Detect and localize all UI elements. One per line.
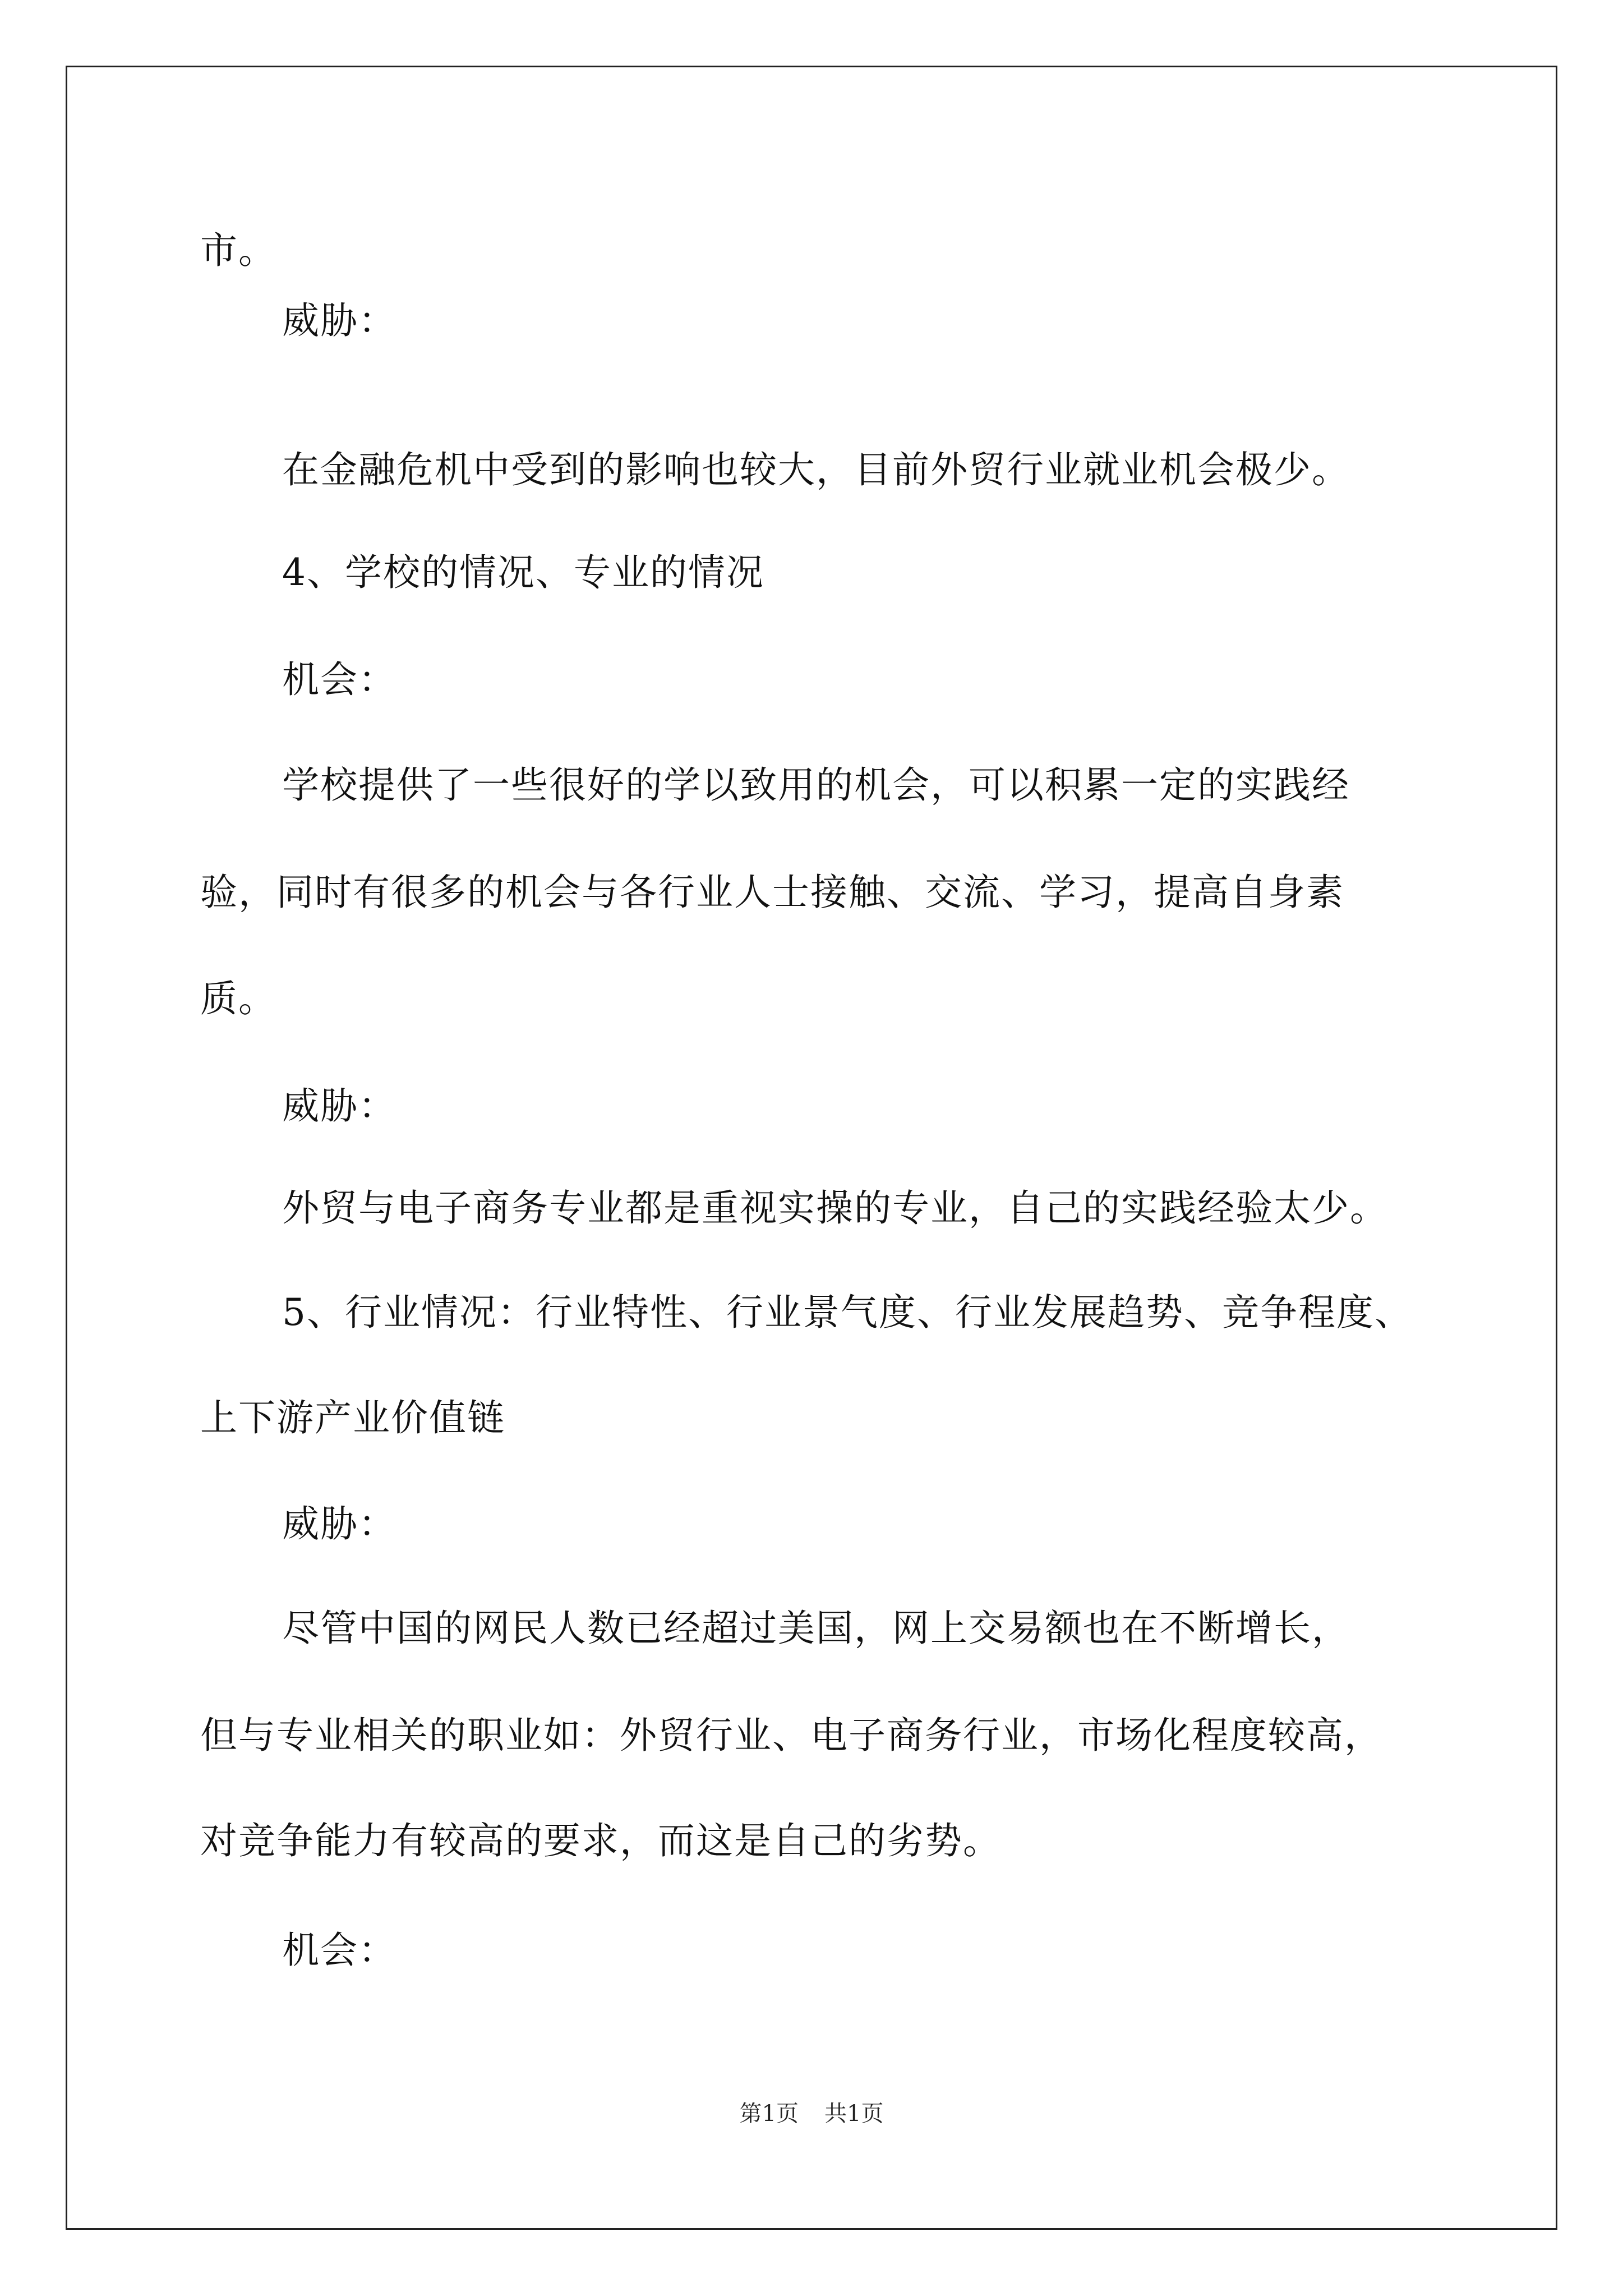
section-heading-continued: 上下游产业价值链 [200,1396,505,1439]
paragraph-line: 验，同时有很多的机会与各行业人士接触、交流、学习，提高自身素 [200,871,1344,914]
page-border [66,66,1557,2230]
paragraph-line: 对竞争能力有较高的要求，而这是自己的劣势。 [200,1819,1001,1862]
section-heading-threat: 威胁： [282,1502,396,1545]
paragraph-line: 市。 [200,229,276,272]
section-heading-threat: 威胁： [282,1084,396,1128]
paragraph-line: 学校提供了一些很好的学以致用的机会，可以积累一定的实践经 [282,763,1350,807]
paragraph-line: 质。 [200,977,276,1020]
section-heading-opportunity: 机会： [282,658,396,701]
paragraph-line: 但与专业相关的职业如：外贸行业、电子商务行业，市场化程度较高， [200,1714,1382,1757]
page-total: 共1页 [824,2101,884,2127]
section-heading: 5、行业情况：行业特性、行业景气度、行业发展趋势、竞争程度、 [282,1291,1413,1334]
paragraph-line: 在金融危机中受到的影响也较大，目前外贸行业就业机会极少。 [282,448,1350,491]
section-heading-opportunity: 机会： [282,1929,396,1972]
paragraph-line: 尽管中国的网民人数已经超过美国，网上交易额也在不断增长， [282,1607,1350,1650]
page-number: 第1页 [739,2101,799,2127]
section-heading: 4、学校的情况、专业的情况 [282,551,764,594]
paragraph-line: 外贸与电子商务专业都是重视实操的专业，自己的实践经验太少。 [282,1186,1388,1230]
section-heading-threat: 威胁： [282,299,396,342]
page-footer [0,2100,1623,2127]
